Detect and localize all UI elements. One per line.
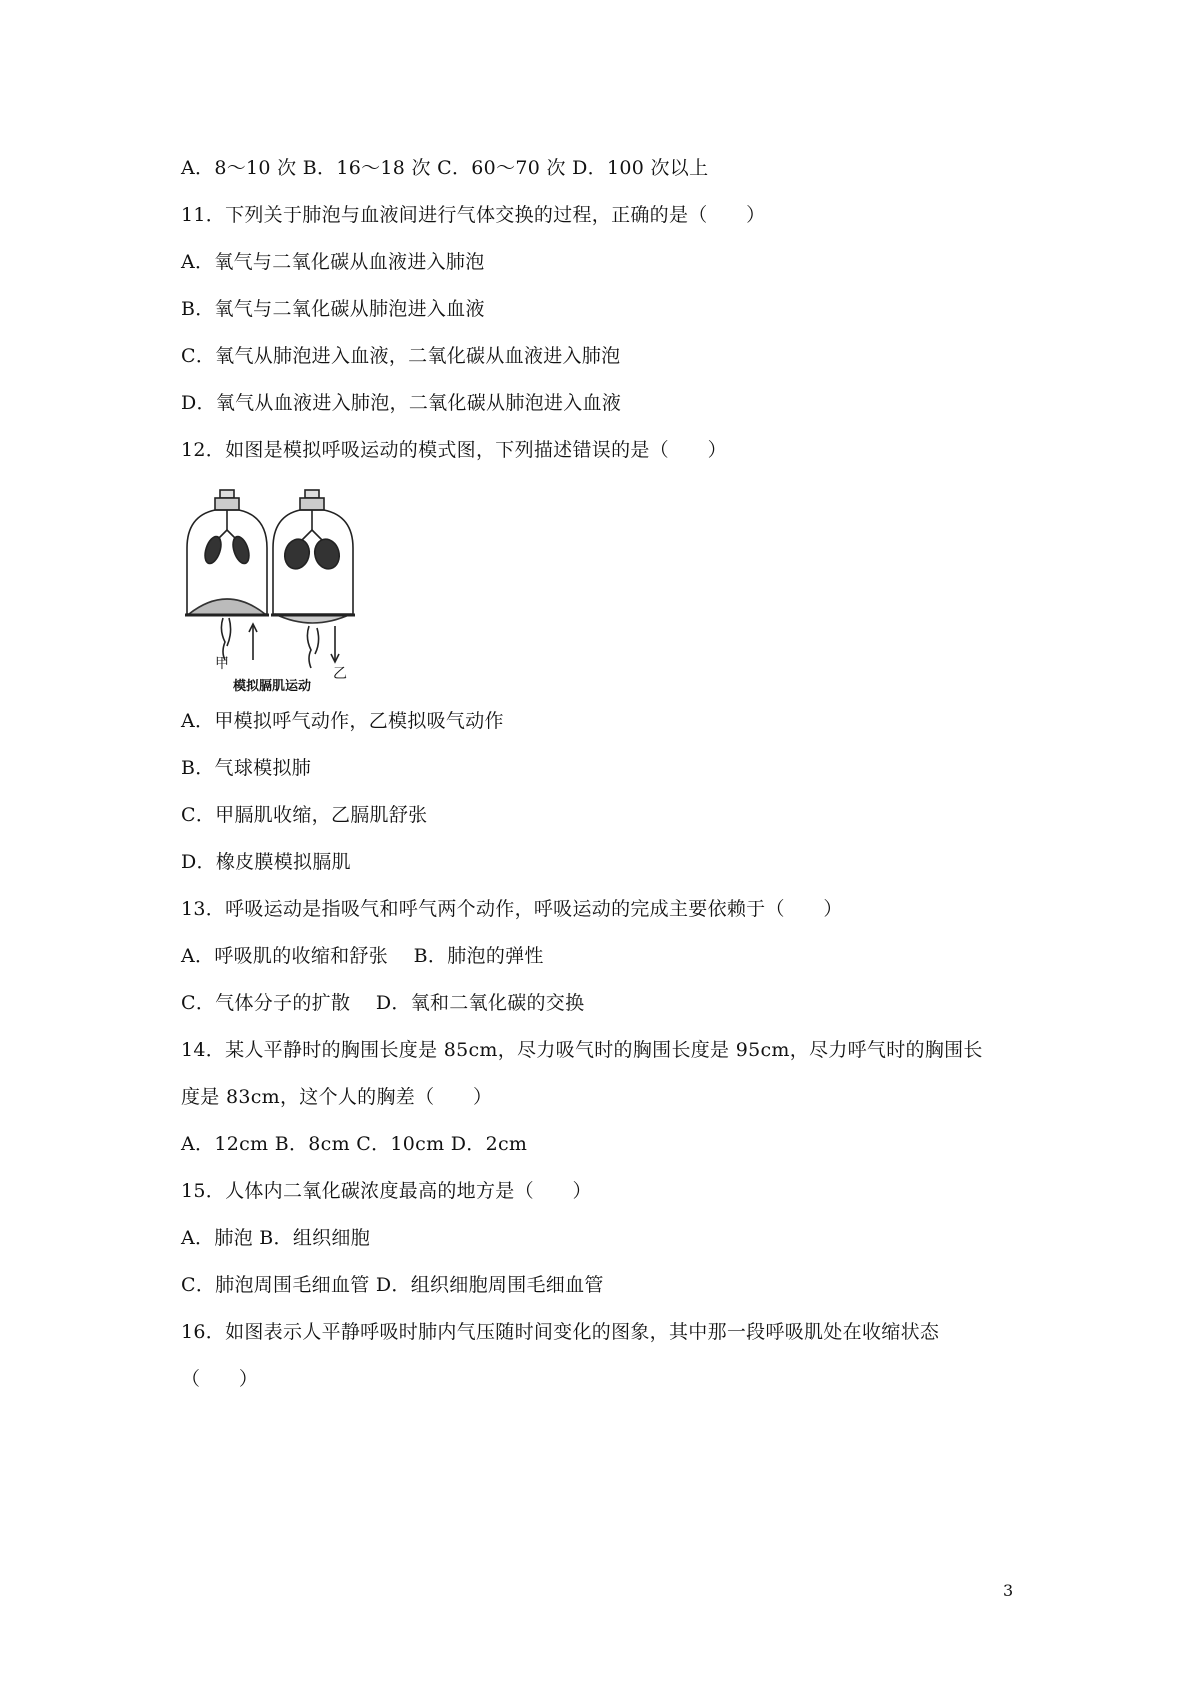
q11-option-d: D．氧气从血液进入肺泡，二氧化碳从肺泡进入血液 <box>181 392 622 414</box>
q15-options-cd: C．肺泡周围毛细血管 D．组织细胞周围毛细血管 <box>181 1274 604 1296</box>
q13-options-ab: A．呼吸肌的收缩和舒张 B．肺泡的弹性 <box>181 945 544 967</box>
figure-caption: 模拟膈肌运动 <box>233 679 312 692</box>
q11-option-b: B．氧气与二氧化碳从肺泡进入血液 <box>181 298 485 320</box>
q13-stem: 13．呼吸运动是指吸气和呼气两个动作，呼吸运动的完成主要依赖于（ ） <box>181 898 843 920</box>
breathing-model-figure <box>181 486 361 692</box>
q11-option-a: A．氧气与二氧化碳从血液进入肺泡 <box>181 251 485 273</box>
q15-stem: 15．人体内二氧化碳浓度最高的地方是（ ） <box>181 1180 592 1202</box>
q14-options: A．12cm B．8cm C．10cm D．2cm <box>181 1133 528 1155</box>
figure-label-yi: 乙 <box>333 666 347 682</box>
q15-options-ab: A．肺泡 B．组织细胞 <box>181 1227 371 1249</box>
page-number: 3 <box>1003 1581 1014 1600</box>
jar-right <box>271 490 355 668</box>
jar-left <box>185 490 269 660</box>
q12-option-c: C．甲膈肌收缩，乙膈肌舒张 <box>181 804 428 826</box>
q12-option-b: B．气球模拟肺 <box>181 757 312 779</box>
q12-stem: 12．如图是模拟呼吸运动的模式图，下列描述错误的是（ ） <box>181 439 727 461</box>
q14-stem-line1: 14．某人平静时的胸围长度是 85cm，尽力吸气时的胸围长度是 95cm，尽力呼气时的胸围长 <box>181 1039 983 1061</box>
figure-label-jia: 甲 <box>215 656 229 672</box>
q11-option-c: C．氧气从肺泡进入血液，二氧化碳从血液进入肺泡 <box>181 345 621 367</box>
q11-stem: 11．下列关于肺泡与血液间进行气体交换的过程，正确的是（ ） <box>181 204 766 226</box>
q10-options: A．8～10 次 B．16～18 次 C．60～70 次 D．100 次以上 <box>181 157 709 179</box>
q16-stem-line1: 16．如图表示人平静呼吸时肺内气压随时间变化的图象，其中那一段呼吸肌处在收缩状态 <box>181 1321 940 1343</box>
q16-stem-line2: （ ） <box>181 1368 259 1390</box>
q12-option-d: D．橡皮膜模拟膈肌 <box>181 851 351 873</box>
q14-stem-line2: 度是 83cm，这个人的胸差（ ） <box>181 1086 493 1108</box>
q12-option-a: A．甲模拟呼气动作，乙模拟吸气动作 <box>181 710 504 732</box>
q13-options-cd: C．气体分子的扩散 D．氧和二氧化碳的交换 <box>181 992 585 1014</box>
